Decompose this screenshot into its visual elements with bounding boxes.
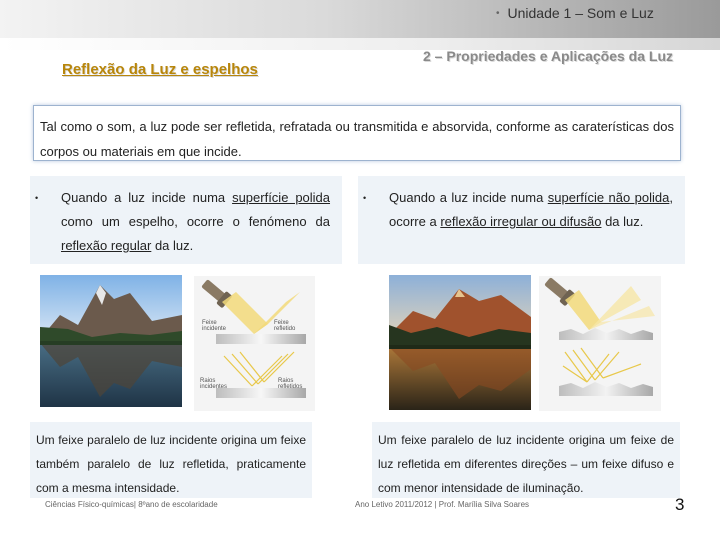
text-run: , ocorre a bbox=[389, 190, 673, 229]
right-caption-text: Um feixe paralelo de luz incidente origina um feixe de luz refletida em diferentes direções – um feixe difuso e com menor intensidade de iluminação. bbox=[378, 433, 674, 495]
footer-teacher: Ano Letivo 2011/2012 | Prof. Marília Silva Soares bbox=[355, 500, 530, 509]
section-title: 2 – Propriedades e Aplicações da Luz bbox=[423, 48, 674, 64]
underlined-term: reflexão regular bbox=[61, 238, 152, 253]
bullet-icon: • bbox=[363, 193, 367, 203]
right-bullet-text bbox=[389, 186, 673, 234]
text-run: Quando a luz incide numa bbox=[389, 190, 548, 205]
unit-title bbox=[496, 5, 654, 21]
regular-reflection-diagram bbox=[194, 276, 315, 411]
intro-box bbox=[33, 105, 681, 161]
left-bullet-text bbox=[61, 186, 330, 258]
unit-title-text: Unidade 1 – Som e Luz bbox=[507, 5, 654, 21]
text-run: Quando a luz incide numa bbox=[61, 190, 233, 205]
bullet-icon: • bbox=[496, 8, 500, 19]
intro-text: Tal como o som, a luz pode ser refletida, refratada ou transmitida e absorvida, conforme as caraterísticas dos corpos ou materiais em que incide. bbox=[40, 119, 674, 159]
topic-title: Reflexão da Luz e espelhos bbox=[62, 61, 258, 78]
label-incident-rays: Raios incidentes bbox=[200, 378, 228, 390]
footer-course: Ciências Físico-químicas| 8ºano de escolaridade bbox=[45, 500, 218, 509]
left-bullet-box bbox=[30, 176, 342, 264]
underlined-term: superfície polida bbox=[232, 190, 331, 205]
text-run: como um espelho, ocorre o fenómeno da bbox=[61, 214, 330, 229]
label-reflected-beam: Feixe refletido bbox=[274, 320, 296, 332]
underlined-term: reflexão irregular ou difusão bbox=[440, 214, 602, 229]
lake-sunset-photo bbox=[389, 275, 531, 410]
page-number: 3 bbox=[675, 495, 685, 514]
left-caption bbox=[30, 422, 312, 498]
left-caption-text: Um feixe paralelo de luz incidente origina um feixe também paralelo de luz refletida, praticamente com a mesma intensidade. bbox=[36, 433, 306, 495]
label-reflected-rays: Raios refletidos bbox=[278, 378, 303, 390]
label-incident-beam: Feixe incidente bbox=[202, 320, 227, 332]
text-run: da luz. bbox=[601, 214, 644, 229]
bullet-icon: • bbox=[35, 193, 39, 203]
right-bullet-box bbox=[358, 176, 685, 264]
lake-reflection-photo bbox=[40, 275, 182, 407]
underlined-term: superfície não polida bbox=[547, 190, 670, 205]
text-run: da luz. bbox=[151, 238, 194, 253]
diffuse-reflection-diagram bbox=[539, 276, 661, 411]
right-caption bbox=[372, 422, 680, 498]
